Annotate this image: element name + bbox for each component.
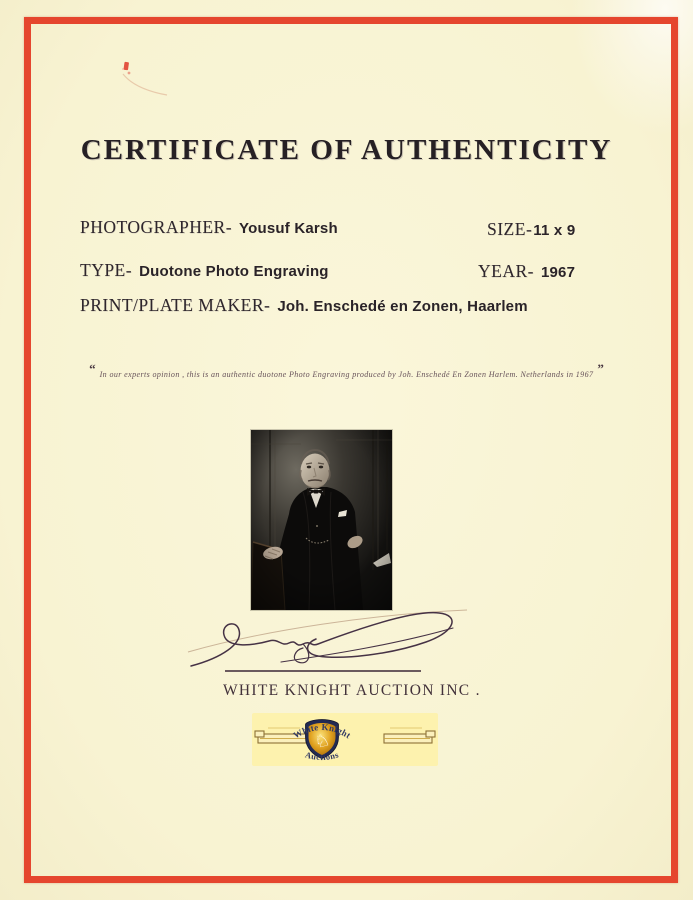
size-value: 11 x 9 (533, 222, 576, 239)
issuer-company-name: WHITE KNIGHT AUCTION INC . (223, 682, 481, 699)
open-quote-mark: “ (89, 361, 96, 376)
logo-arc-top-text: White Knight (291, 721, 353, 741)
maker-label: PRINT/PLATE MAKER- (80, 295, 271, 315)
field-photographer (80, 217, 338, 238)
photographer-value: Yousuf Karsh (239, 220, 338, 237)
size-label: SIZE- (487, 219, 533, 239)
field-year (478, 261, 575, 282)
type-value: Duotone Photo Engraving (139, 263, 329, 280)
knight-icon: ♘ (312, 729, 333, 754)
maker-value: Joh. Enschedé en Zonen, Haarlem (277, 298, 528, 315)
photographer-label: PHOTOGRAPHER- (80, 217, 233, 237)
churchill-portrait-photo (251, 430, 392, 610)
field-size (487, 219, 575, 240)
close-quote-mark: ” (597, 361, 604, 376)
type-label: TYPE- (80, 260, 133, 280)
field-type (80, 260, 329, 281)
signature-line (225, 670, 421, 672)
year-value: 1967 (540, 264, 576, 281)
experts-opinion-quote (0, 361, 693, 382)
white-knight-auctions-logo (252, 713, 438, 766)
red-ink-mark (105, 52, 175, 102)
field-maker (80, 295, 528, 316)
quote-text: In our experts opinion , this is an authentic duotone Photo Engraving produced by Joh. Enschedé En Zonen Harlem. Netherlands in 1967 (99, 370, 594, 379)
authenticator-signature (185, 600, 470, 672)
logo-arc-bottom-text: Auctions (304, 749, 340, 763)
year-label: YEAR- (478, 261, 534, 281)
certificate-title: CERTIFICATE OF AUTHENTICITY (80, 134, 613, 166)
